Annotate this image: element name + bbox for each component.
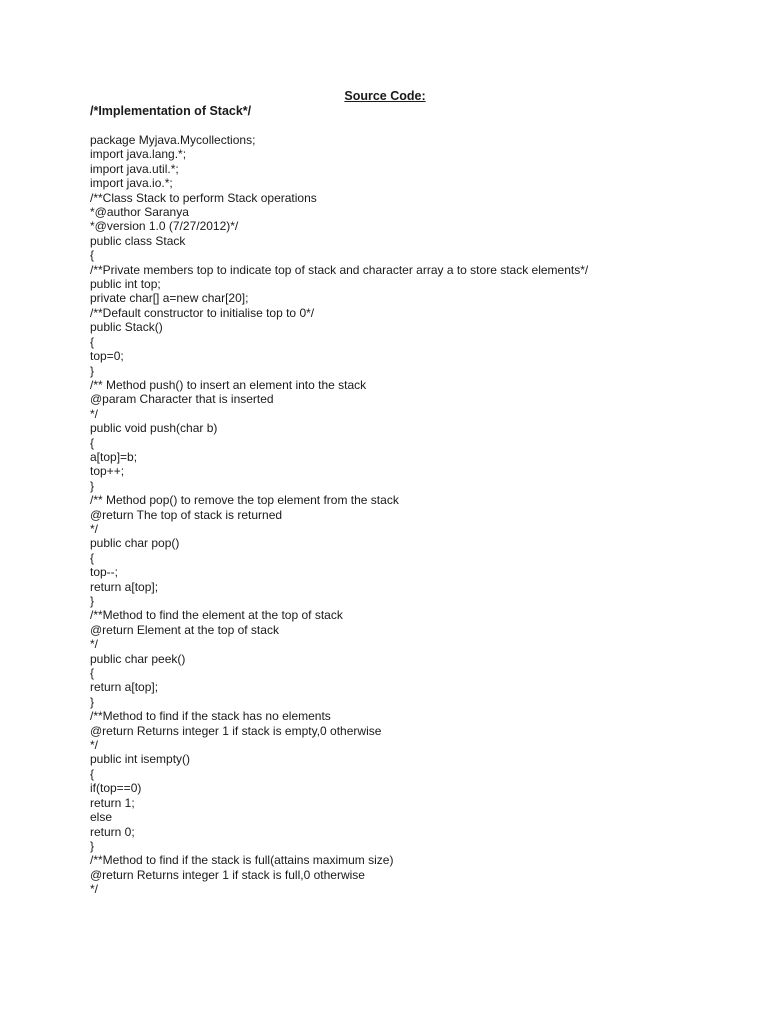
code-line: package Myjava.Mycollections; bbox=[90, 133, 256, 147]
code-line: else bbox=[90, 810, 113, 825]
code-line: { bbox=[90, 334, 95, 349]
code-line: import java.lang.*; bbox=[90, 147, 187, 162]
code-line: /**Private members top to indicate top of stack and character array a to store stack elements*/ bbox=[90, 262, 589, 277]
code-line: top--; bbox=[90, 565, 119, 580]
code-line: /**Class Stack to perform Stack operations bbox=[90, 190, 317, 205]
code-line: /**Default constructor to initialise top to 0*/ bbox=[90, 305, 315, 320]
code-line: { bbox=[90, 666, 95, 681]
code-line: */ bbox=[90, 521, 99, 536]
code-line: public char peek() bbox=[90, 651, 186, 666]
code-line: import java.io.*; bbox=[90, 176, 173, 191]
code-line: @return The top of stack is returned bbox=[90, 507, 283, 522]
code-line: */ bbox=[90, 882, 99, 897]
code-line: a[top]=b; bbox=[90, 449, 138, 464]
code-line: *@version 1.0 (7/27/2012)*/ bbox=[90, 219, 239, 234]
code-line: @return Element at the top of stack bbox=[90, 622, 279, 637]
code-line: @return Returns integer 1 if stack is empty,0 otherwise bbox=[90, 723, 382, 738]
code-line: } bbox=[90, 694, 95, 709]
code-line: private char[] a=new char[20]; bbox=[90, 291, 249, 306]
source-code-block bbox=[90, 133, 588, 897]
code-line: top++; bbox=[90, 464, 125, 479]
code-line: */ bbox=[90, 738, 99, 753]
code-line: return 0; bbox=[90, 824, 135, 839]
code-line: */ bbox=[90, 406, 99, 421]
code-line: if(top==0) bbox=[90, 781, 142, 796]
code-line: } bbox=[90, 363, 95, 378]
code-line: /**Method to find the element at the top of stack bbox=[90, 608, 343, 623]
code-line: public char pop() bbox=[90, 536, 180, 551]
code-line: /** Method pop() to remove the top element from the stack bbox=[90, 493, 399, 508]
code-line: /**Method to find if the stack has no elements bbox=[90, 709, 331, 724]
code-line: } bbox=[90, 478, 95, 493]
code-line: } bbox=[90, 838, 95, 853]
code-line: return a[top]; bbox=[90, 579, 159, 594]
code-line: import java.util.*; bbox=[90, 161, 179, 176]
code-line: return 1; bbox=[90, 795, 135, 810]
code-line: top=0; bbox=[90, 349, 124, 364]
section-heading: /*Implementation of Stack*/ bbox=[90, 104, 252, 118]
code-line: @return Returns integer 1 if stack is full,0 otherwise bbox=[90, 867, 365, 882]
code-line: { bbox=[90, 435, 95, 450]
code-line: public void push(char b) bbox=[90, 421, 218, 436]
code-line: { bbox=[90, 766, 95, 781]
code-line: /**Method to find if the stack is full(attains maximum size) bbox=[90, 853, 394, 868]
document-title: Source Code: bbox=[344, 89, 426, 103]
code-line: public int top; bbox=[90, 277, 161, 292]
code-line: *@author Saranya bbox=[90, 205, 189, 220]
code-line: } bbox=[90, 594, 95, 608]
code-line: /** Method push() to insert an element into the stack bbox=[90, 377, 367, 392]
code-line: public class Stack bbox=[90, 233, 186, 248]
code-line: { bbox=[90, 248, 95, 263]
code-line: public int isempty() bbox=[90, 752, 191, 767]
code-line: public Stack() bbox=[90, 320, 163, 335]
code-line: return a[top]; bbox=[90, 680, 159, 695]
code-line: { bbox=[90, 550, 95, 565]
code-line: */ bbox=[90, 637, 99, 652]
code-line: @param Character that is inserted bbox=[90, 392, 274, 407]
